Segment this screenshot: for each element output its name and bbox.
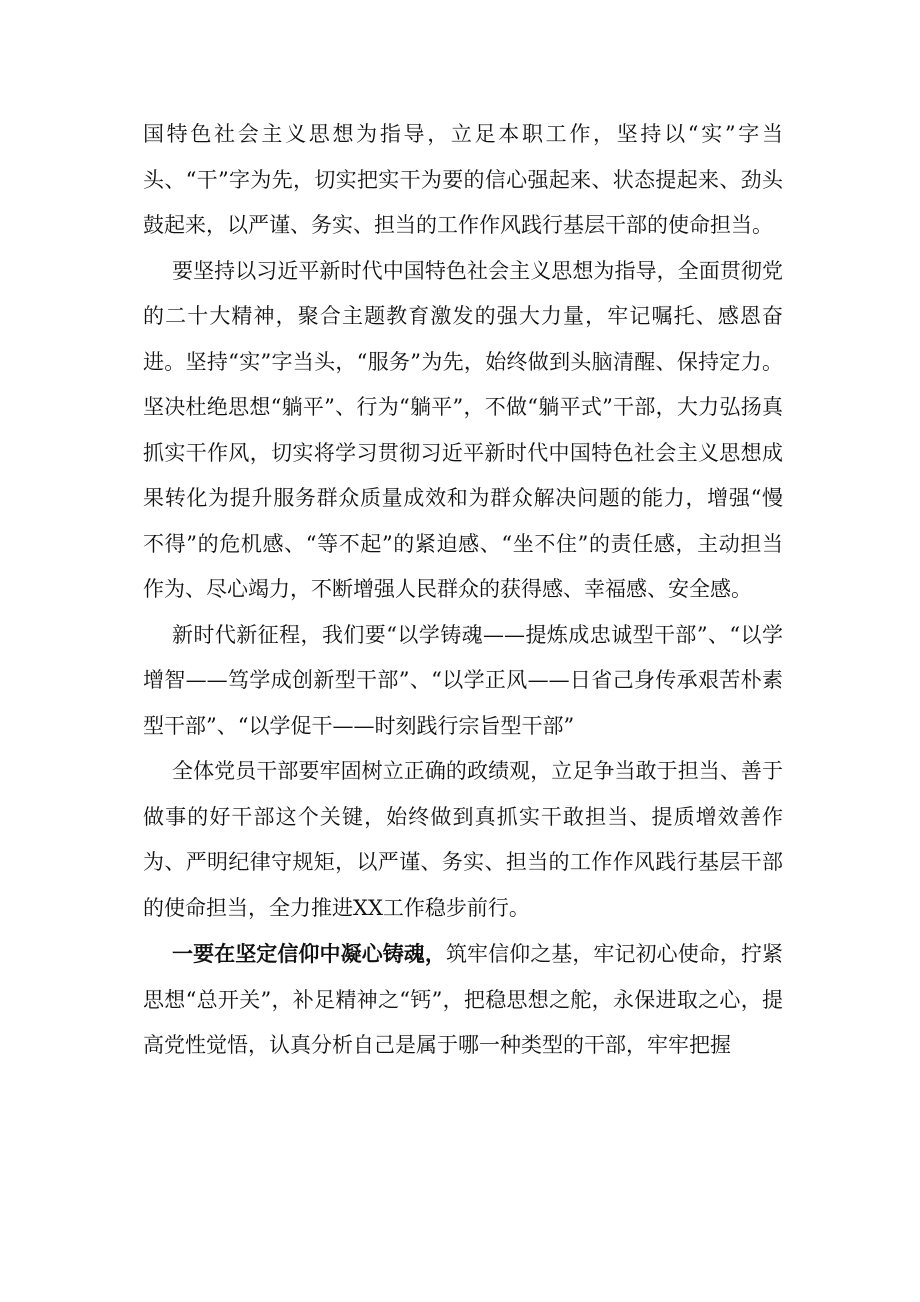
- paragraph-4-text: 全体党员干部要牢固树立正确的政绩观，立足争当敢于担当、善于做事的好干部这个关键，始终做到真抓实干敢担当、提质增效善作为、严明纪律守规矩，以严谨、务实、担当的工作作风践行基层干部的使命担当，全力推进XX工作稳步前行。: [143, 759, 783, 920]
- paragraph-2: [143, 249, 783, 613]
- paragraph-2-text: 要坚持以习近平新时代中国特色社会主义思想为指导，全面贯彻党的二十大精神，聚合主题教育激发的强大力量，牢记嘱托、感恩奋进。坚持“实”字当头，“服务”为先，始终做到头脑清醒、保持定力。坚决杜绝思想“躺平”、行为“躺平”，不做“躺平式”干部，大力弘扬真抓实干作风，切实将学习贯彻习近平新时代中国特色社会主义思想成果转化为提升服务群众质量成效和为群众解决问题的能力，增强“慢不得”的危机感、“等不起”的紧迫感、“坐不住”的责任感，主动担当作为、尽心竭力，不断增强人民群众的获得感、幸福感、安全感。: [143, 258, 783, 601]
- paragraph-5-bold-lead: 一要在坚定信仰中凝心铸魂，: [172, 941, 446, 966]
- paragraph-4: [143, 749, 783, 931]
- paragraph-3: [143, 613, 783, 750]
- paragraph-1: [143, 112, 783, 249]
- paragraph-5: [143, 931, 783, 1069]
- document-body: [143, 112, 783, 1069]
- paragraph-3-text: 新时代新征程，我们要“以学铸魂——提炼成忠诚型干部”、“以学增智——笃学成创新型干部”、“以学正风——日省己身传承艰苦朴素型干部”、“以学促干——时刻践行宗旨型干部”: [143, 622, 783, 738]
- paragraph-5-text: 筑牢信仰之基，牢记初心使命，拧紧思想“总开关”，补足精神之“钙”，把稳思想之舵，永保进取之心，提高党性觉悟，认真分析自己是属于哪一种类型的干部，牢牢把握: [143, 942, 784, 1057]
- paragraph-1-text: 国特色社会主义思想为指导，立足本职工作，坚持以“实”字当头、“干”字为先，切实把实干为要的信心强起来、状态提起来、劲头鼓起来，以严谨、务实、担当的工作作风践行基层干部的使命担当。: [143, 122, 783, 237]
